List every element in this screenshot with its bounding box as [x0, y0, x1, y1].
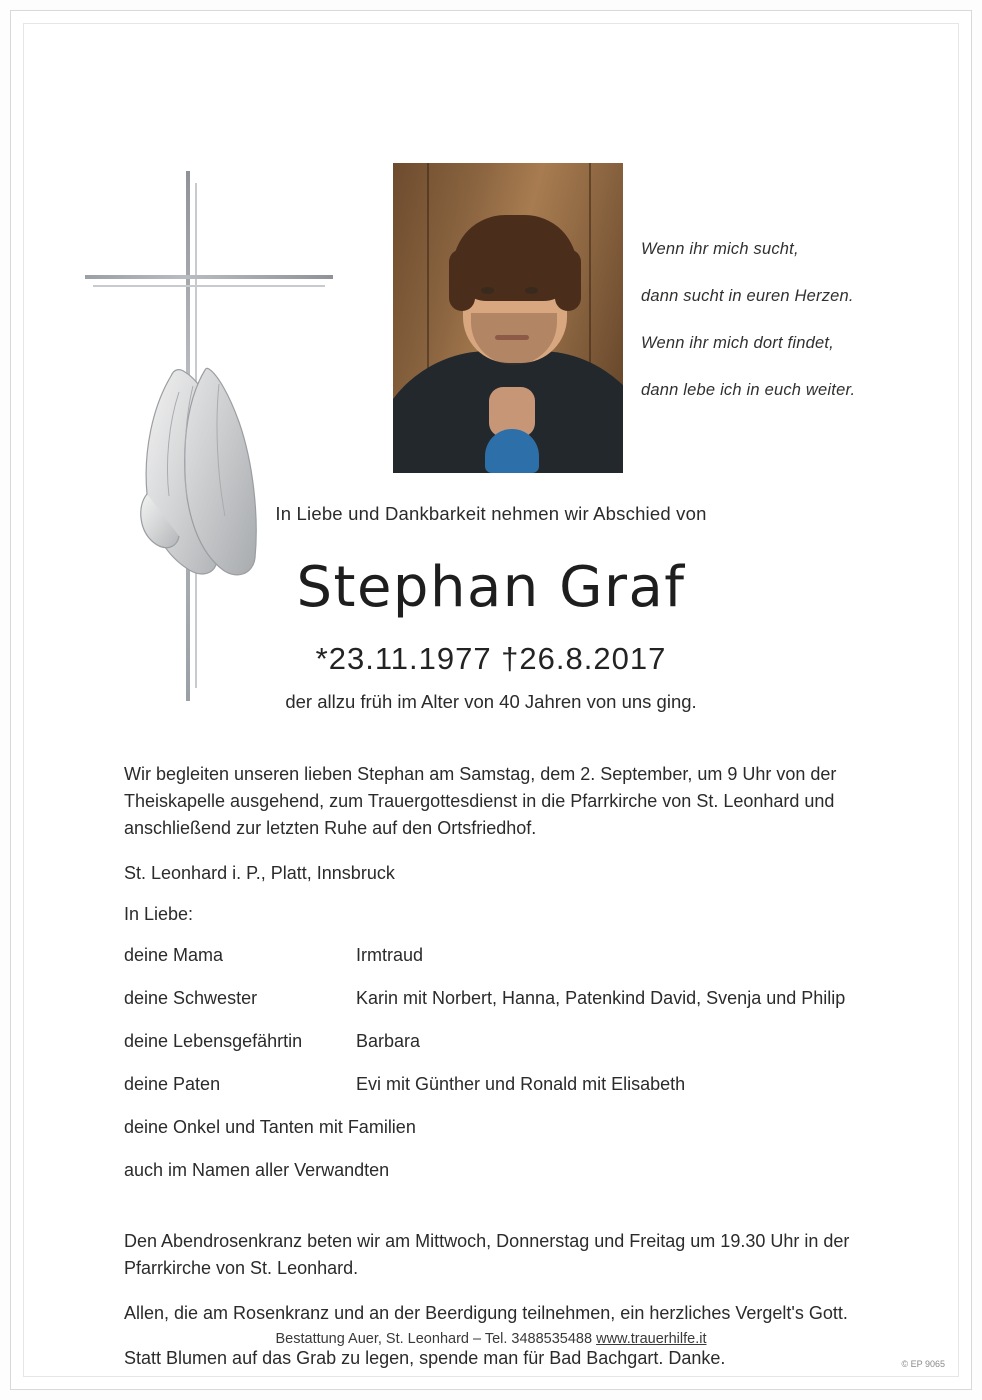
family-role: deine Schwester: [124, 988, 258, 1008]
portrait-photo: [393, 163, 623, 473]
rosary-paragraph: Den Abendrosenkranz beten wir am Mittwoch, Donnerstag und Freitag um 19.30 Uhr in der Pfarrkirche von St. Leonhard.: [124, 1231, 850, 1278]
funeral-home-info: Bestattung Auer, St. Leonhard – Tel. 3488535488: [275, 1331, 593, 1347]
praying-hands-icon: [113, 366, 278, 581]
birth-death-dates: *23.11.1977 †26.8.2017: [315, 641, 667, 676]
poem-line-1: Wenn ihr mich sucht,: [641, 240, 799, 258]
in-love-label: In Liebe:: [124, 904, 194, 924]
closing-notes: [124, 1228, 924, 1372]
family-role: deine Paten: [124, 1074, 221, 1094]
family-role: deine Onkel und Tanten mit Familien: [124, 1117, 416, 1137]
family-list: [124, 942, 924, 1184]
photo-eye-right: [525, 287, 538, 294]
poem-line-4: dann lebe ich in euch weiter.: [641, 381, 856, 399]
farewell-lead-text: In Liebe und Dankbarkeit nehmen wir Abschied von: [275, 503, 707, 524]
photo-hair-left: [449, 249, 475, 311]
donation-paragraph: Statt Blumen auf das Grab zu legen, spende man für Bad Bachgart. Danke.: [124, 1348, 726, 1368]
family-role: auch im Namen aller Verwandten: [124, 1160, 390, 1180]
photo-eyebrow-right: [522, 277, 541, 281]
cross-horizontal-beam: [85, 275, 333, 279]
photo-eyebrow-left: [478, 277, 497, 281]
photo-mouth: [495, 335, 529, 340]
family-names: Evi mit Günther und Ronald mit Elisabeth: [356, 1074, 686, 1094]
list-item: [124, 1157, 924, 1184]
places-line: St. Leonhard i. P., Platt, Innsbruck: [124, 863, 395, 883]
family-names: Karin mit Norbert, Hanna, Patenkind David, Svenja und Philip: [356, 988, 846, 1008]
list-item: [124, 1028, 924, 1055]
cross-horizontal-highlight: [93, 285, 325, 287]
age-subline: der allzu früh im Alter von 40 Jahren von uns ging.: [285, 691, 697, 712]
list-item: [124, 1071, 924, 1098]
list-item: [124, 985, 924, 1012]
deceased-name: Stephan Graf: [296, 555, 686, 620]
family-names: Irmtraud: [356, 945, 424, 965]
list-item: [124, 1114, 924, 1141]
cross-illustration: [71, 151, 321, 721]
thanks-paragraph: Allen, die am Rosenkranz und an der Beerdigung teilnehmen, ein herzliches Vergelt's Gott.: [124, 1303, 848, 1323]
poem-line-3: Wenn ihr mich dort findet,: [641, 334, 834, 352]
footer: [11, 1331, 971, 1347]
memorial-body: [124, 761, 924, 1390]
family-role: deine Mama: [124, 945, 224, 965]
card-border-frame: [10, 10, 972, 1390]
photo-hair-right: [555, 249, 581, 311]
family-role: deine Lebensgefährtin: [124, 1031, 303, 1051]
photo-eye-left: [481, 287, 494, 294]
family-names: Barbara: [356, 1031, 421, 1051]
poem-line-2: dann sucht in euren Herzen.: [641, 287, 854, 305]
copyright-note: © EP 9065: [901, 1359, 945, 1369]
funeral-paragraph: Wir begleiten unseren lieben Stephan am Samstag, dem 2. September, um 9 Uhr von der Theiskapelle ausgehend, zum Trauergottesdienst in die Pfarrkirche von St. Leonhard und anschließend zur letzten Ruhe auf den Ortsfriedhof.: [124, 764, 837, 838]
memorial-poem: [641, 226, 941, 414]
list-item: [124, 942, 924, 969]
website-link[interactable]: www.trauerhilfe.it: [596, 1331, 707, 1347]
